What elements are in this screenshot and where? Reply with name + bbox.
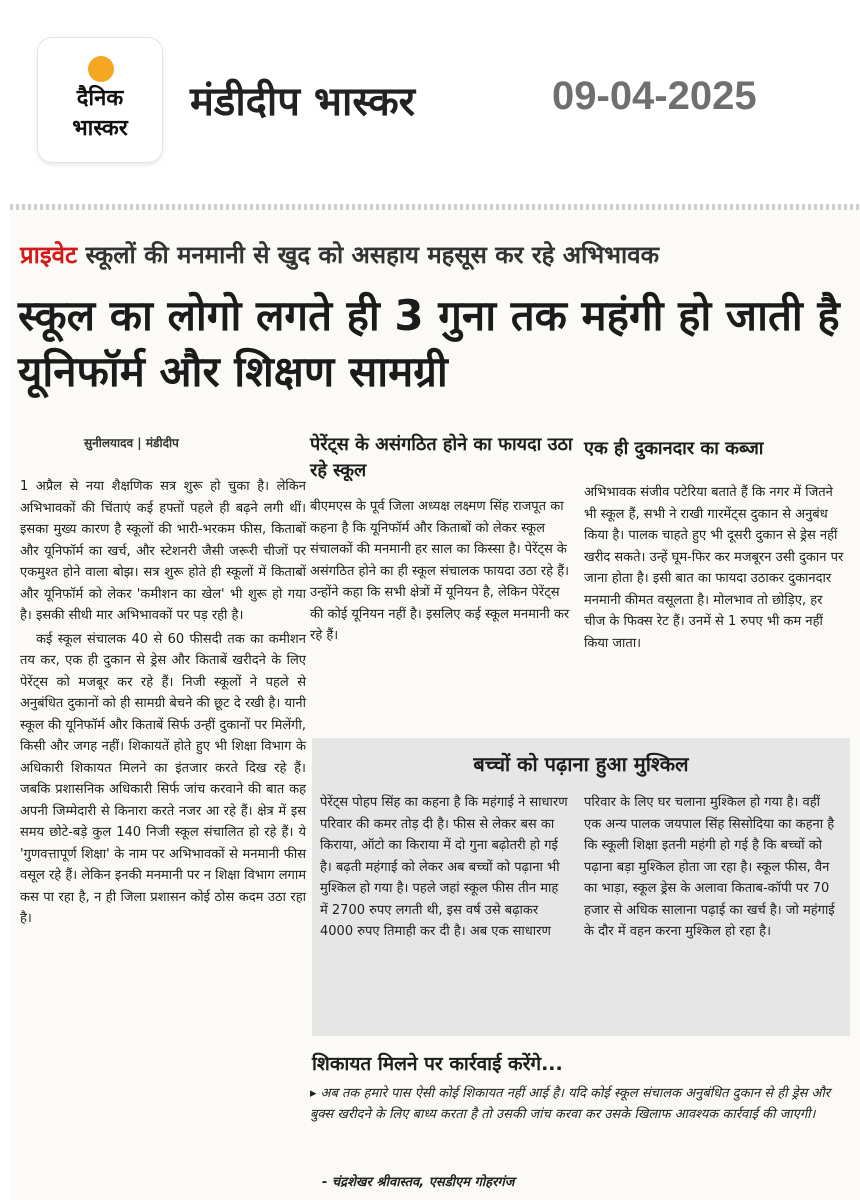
newspaper-clipping — [10, 204, 860, 1200]
dainik-bhaskar-logo[interactable] — [38, 38, 162, 162]
quote-arrow-icon: ▸ — [310, 1086, 317, 1101]
quote-text: अब तक हमारे पास ऐसी कोई शिकायत नहीं आई है। यदि कोई स्कूल संचालक अनुबंधित दुकान से ही ड्रेस और बुक्स खरीदने के लिए बाध्य करता है तो उसकी जांच करवा कर उसके खिलाफ आवश्यक कार्रवाई की जाएगी। — [310, 1086, 831, 1122]
article-kicker — [20, 238, 659, 271]
article-column-2: बीएमएस के पूर्व जिला अध्यक्ष लक्ष्मण सिंह राजपूत का कहना है कि यूनिफॉर्म और किताबों को लेकर स्कूल संचालकों की मनमानी हर साल का किस्सा है। पेरेंट्स के असंगठित होने का ही स्कूल संचालक फायदा उठा रहे हैं। उन्होंने कहा कि सभी क्षेत्रों में यूनियन है, लेकिन पेरेंट्स की कोई यूनियन नहीं है। इसलिए कई स्कूल मनमानी कर रहे हैं। — [310, 499, 570, 643]
edition-date: 09-04-2025 — [552, 74, 757, 118]
complaint-heading: शिकायत मिलने पर कार्रवाई करेंगे... — [312, 1053, 563, 1075]
kicker-highlight: प्राइवेट — [20, 241, 78, 269]
article-column-1 — [20, 476, 306, 932]
kicker-text: स्कूलों की मनमानी से खुद को असहाय महसूस कर रहे अभिभावक — [85, 241, 660, 269]
article-byline: सुनीलयादव | मंडीदीप — [84, 436, 179, 450]
col2-heading: पेरेंट्स के असंगठित होने का फायदा उठा रहे स्कूल — [310, 434, 573, 481]
box-column-1: पेरेंट्स पोहप सिंह का कहना है कि महंगाई ने साधारण परिवार की कमर तोड़ दी है। फीस से लेकर बस का किराया, ऑटो का किराया में दो गुना बढ़ोतरी हो गई है। बढ़ती महंगाई को लेकर अब बच्चों को पढ़ाना भी मुश्किल हो गया है। पहले जहां स्कूल फीस तीन माह में 2700 रुपए लगती थी, इस वर्ष उसे बढ़ाकर 4000 रुपए तिमाही कर दी है। अब एक साधारण — [320, 795, 568, 939]
col1-paragraph-2: कई स्कूल संचालक 40 से 60 फीसदी तक का कमीशन तय कर, एक ही दुकान से ड्रेस और किताबें खरीदने के लिए पेरेंट्स को मजबूर कर रहे हैं। निजी स्कूलों ने पहले से अनुबंधित दुकानों को ही सामग्री बेचने की छूट दे रखी है। यानी स्कूल की यूनिफॉर्म और किताबें सिर्फ उन्हीं दुकानों पर मिलेंगी, किसी और जगह नहीं। शिकायतें होते हुए भी शिक्षा विभाग के अधिकारी शिकायत मिलने का इंतजार करते दिख रहे हैं। जबकि प्रशासनिक अधिकारी सिर्फ जांच करवाने की बात कह अपनी जिम्मेदारी से किनारा करते नजर आ रहे हैं। क्षेत्र में इस समय छोटे-बड़े कुल 140 निजी स्कूल संचालित हो रहे हैं। ये 'गुणवत्तापूर्ण शिक्षा' के नाम पर अभिभावकों से मनमानी फीस वसूल रहे हैं। लेकिन इनकी मनमानी पर न शिक्षा विभाग लगाम कस पा रहा है, न ही जिला प्रशासन कोई ठोस कदम उठा रहा है। — [20, 631, 306, 926]
sidebar-box — [312, 738, 850, 1036]
edition-title: मंडीदीप भास्कर — [190, 79, 416, 125]
sun-icon — [88, 56, 114, 82]
box-column-2: परिवार के लिए घर चलाना मुश्किल हो गया है। वहीं एक अन्य पालक जयपाल सिंह सिसोदिया का कहना है कि स्कूली शिक्षा इतनी महंगी हो गई है कि बच्चों को पढ़ाना बड़ा मुश्किल होता जा रहा है। स्कूल फीस, वैन का भाड़ा, स्कूल ड्रेस के अलावा किताब-कॉपी पर 70 हजार से अधिक सालाना पढ़ाई का खर्च है। जो महंगाई के दौर में वहन करना मुश्किल हो रहा है। — [584, 795, 835, 939]
article-headline: स्कूल का लोगो लगते ही 3 गुना तक महंगी हो जाती है यूनिफॉर्म और शिक्षण सामग्री — [18, 291, 840, 396]
col1-paragraph-1: 1 अप्रैल से नया शैक्षणिक सत्र शुरू हो चुका है। लेकिन अभिभावकों की चिंताएं कई हफ्तों पहले ही बढ़ने लगी थीं। इसका मुख्य कारण है स्कूलों की भारी-भरकम फीस, किताबों और यूनिफॉर्म का खर्च, और स्टेशनरी जैसी जरूरी चीजों पर एकमुश्त होने वाला बोझ। सत्र शुरू होते ही स्कूलों में किताबों और यूनिफॉर्म को लेकर 'कमीशन का खेल' भी शुरू हो गया है। इसकी सीधी मार अभिभावकों पर पड़ रही है। — [20, 479, 306, 623]
box-heading: बच्चों को पढ़ाना हुआ मुश्किल — [473, 752, 689, 776]
quote-attribution: - चंद्रशेखर श्रीवास्तव, एसडीएम गोहरगंज — [322, 1175, 515, 1190]
official-quote — [310, 1084, 846, 1125]
logo-text-line1: दैनिक — [76, 86, 124, 111]
article-column-3: अभिभावक संजीव पटेरिया बताते हैं कि नगर में जितने भी स्कूल हैं, सभी ने राखी गारमेंट्स दुकान से अनुबंध किया है। पालक चाहते हुए भी दूसरी दुकान से ड्रेस नहीं खरीद सकते। उन्हें घूम-फिर कर मजबूरन उसी दुकान पर जाना होता है। इसी बात का फायदा उठाकर दुकानदार मनमानी कीमत वसूलता है। मोलभाव तो छोड़िए, हर चीज के फिक्स रेट हैं। उनमें से 1 रुपए भी कम नहीं किया जाता। — [584, 485, 844, 651]
col3-heading: एक ही दुकानदार का कब्जा — [584, 438, 764, 459]
page-header — [0, 0, 860, 200]
logo-text-line2: भास्कर — [72, 116, 128, 141]
